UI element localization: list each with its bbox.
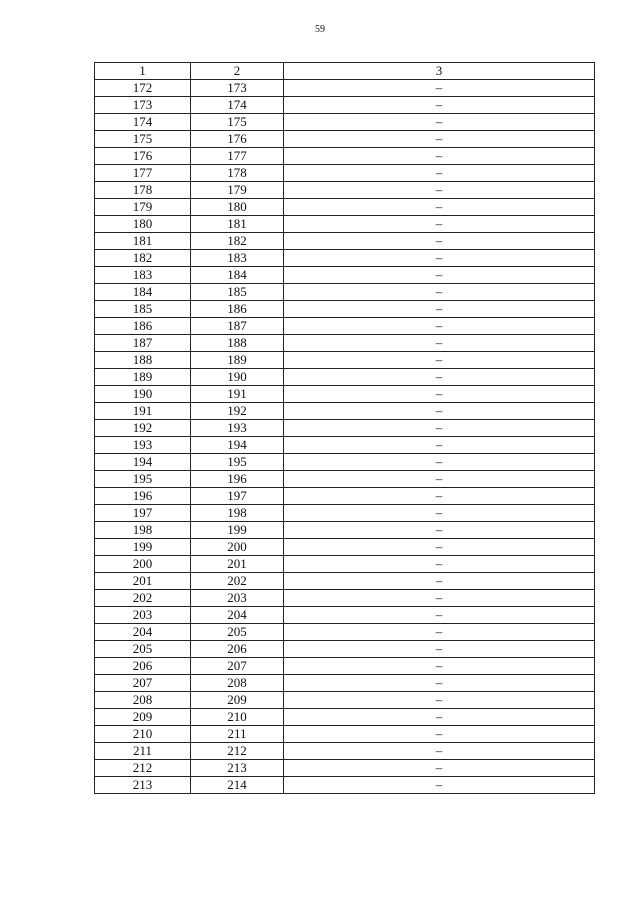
- table-cell: –: [284, 709, 595, 726]
- table-cell: 188: [191, 335, 284, 352]
- table-cell: 202: [191, 573, 284, 590]
- page-number: 59: [315, 24, 325, 35]
- table-cell: –: [284, 454, 595, 471]
- table-cell: 207: [191, 658, 284, 675]
- table-cell: 186: [191, 301, 284, 318]
- table-row: [95, 726, 595, 743]
- table-cell: 183: [191, 250, 284, 267]
- table-cell: 173: [191, 80, 284, 97]
- table-cell: 193: [191, 420, 284, 437]
- table-row: [95, 386, 595, 403]
- table-cell: 194: [191, 437, 284, 454]
- table-row: [95, 250, 595, 267]
- table-row: [95, 403, 595, 420]
- table-row: [95, 267, 595, 284]
- table-row: [95, 641, 595, 658]
- table-cell: –: [284, 522, 595, 539]
- table-row: [95, 488, 595, 505]
- table-row: [95, 182, 595, 199]
- table-cell: 178: [191, 165, 284, 182]
- table-cell: –: [284, 556, 595, 573]
- table-cell: 181: [191, 216, 284, 233]
- table-cell: 212: [95, 760, 191, 777]
- table-cell: 198: [191, 505, 284, 522]
- table-cell: –: [284, 233, 595, 250]
- table-cell: –: [284, 80, 595, 97]
- table-cell: 199: [191, 522, 284, 539]
- table-cell: 209: [191, 692, 284, 709]
- table-cell: 175: [95, 131, 191, 148]
- table-row: [95, 284, 595, 301]
- table-row: [95, 556, 595, 573]
- table-cell: –: [284, 131, 595, 148]
- table-cell: 214: [191, 777, 284, 794]
- table-cell: –: [284, 267, 595, 284]
- table-cell: 179: [95, 199, 191, 216]
- table-cell: 178: [95, 182, 191, 199]
- table-row: [95, 692, 595, 709]
- table-cell: –: [284, 97, 595, 114]
- table-row: [95, 437, 595, 454]
- table-cell: 205: [191, 624, 284, 641]
- table-cell: –: [284, 165, 595, 182]
- table-cell: 180: [191, 199, 284, 216]
- table-cell: 196: [191, 471, 284, 488]
- table-row: [95, 607, 595, 624]
- table-cell: 195: [95, 471, 191, 488]
- table-cell: 210: [191, 709, 284, 726]
- table-cell: –: [284, 216, 595, 233]
- table-row: [95, 97, 595, 114]
- table-cell: –: [284, 505, 595, 522]
- table-row: [95, 471, 595, 488]
- table-cell: 185: [95, 301, 191, 318]
- column-header: 1: [95, 63, 191, 80]
- table-cell: –: [284, 250, 595, 267]
- table-cell: 202: [95, 590, 191, 607]
- table-cell: 190: [191, 369, 284, 386]
- table-cell: –: [284, 743, 595, 760]
- table-cell: 210: [95, 726, 191, 743]
- table-cell: 206: [95, 658, 191, 675]
- table-cell: 189: [95, 369, 191, 386]
- table-cell: 206: [191, 641, 284, 658]
- table-row: [95, 216, 595, 233]
- table-cell: –: [284, 403, 595, 420]
- table-cell: –: [284, 148, 595, 165]
- table-cell: 187: [95, 335, 191, 352]
- table-row: [95, 165, 595, 182]
- table-cell: –: [284, 777, 595, 794]
- table-cell: 183: [95, 267, 191, 284]
- table-cell: 190: [95, 386, 191, 403]
- table-cell: 189: [191, 352, 284, 369]
- table-cell: 211: [95, 743, 191, 760]
- table-cell: 179: [191, 182, 284, 199]
- table-cell: –: [284, 658, 595, 675]
- table-row: [95, 148, 595, 165]
- table-cell: –: [284, 199, 595, 216]
- table-cell: 173: [95, 97, 191, 114]
- table-cell: 200: [191, 539, 284, 556]
- table-cell: 211: [191, 726, 284, 743]
- table-cell: –: [284, 488, 595, 505]
- table-row: [95, 760, 595, 777]
- table-cell: 201: [191, 556, 284, 573]
- table-cell: 195: [191, 454, 284, 471]
- table-cell: 209: [95, 709, 191, 726]
- table-cell: 194: [95, 454, 191, 471]
- table-cell: 200: [95, 556, 191, 573]
- table-cell: –: [284, 420, 595, 437]
- table-row: [95, 420, 595, 437]
- table-cell: –: [284, 726, 595, 743]
- table-cell: 186: [95, 318, 191, 335]
- table-cell: –: [284, 692, 595, 709]
- table-cell: 172: [95, 80, 191, 97]
- table-cell: 208: [95, 692, 191, 709]
- column-header: 3: [284, 63, 595, 80]
- table-cell: 204: [191, 607, 284, 624]
- table-cell: 213: [191, 760, 284, 777]
- table-body: [95, 63, 595, 794]
- table-cell: –: [284, 318, 595, 335]
- table-cell: 198: [95, 522, 191, 539]
- column-header: 2: [191, 63, 284, 80]
- table-cell: 191: [95, 403, 191, 420]
- table-row: [95, 777, 595, 794]
- table-cell: –: [284, 760, 595, 777]
- table-row: [95, 743, 595, 760]
- table-header-row: [95, 63, 595, 80]
- table-cell: 177: [191, 148, 284, 165]
- table-cell: 177: [95, 165, 191, 182]
- table-row: [95, 80, 595, 97]
- table-cell: 184: [95, 284, 191, 301]
- table-row: [95, 352, 595, 369]
- table-cell: –: [284, 590, 595, 607]
- table-row: [95, 454, 595, 471]
- table-row: [95, 590, 595, 607]
- table-row: [95, 114, 595, 131]
- table-cell: 176: [191, 131, 284, 148]
- table-cell: –: [284, 573, 595, 590]
- table-cell: 193: [95, 437, 191, 454]
- table-cell: –: [284, 624, 595, 641]
- table-row: [95, 199, 595, 216]
- table-cell: –: [284, 114, 595, 131]
- table-cell: 196: [95, 488, 191, 505]
- table-cell: 181: [95, 233, 191, 250]
- table-cell: 201: [95, 573, 191, 590]
- table-row: [95, 522, 595, 539]
- table-row: [95, 301, 595, 318]
- table-cell: 174: [95, 114, 191, 131]
- table-row: [95, 369, 595, 386]
- table-cell: 180: [95, 216, 191, 233]
- table-cell: 176: [95, 148, 191, 165]
- table-row: [95, 233, 595, 250]
- table-cell: –: [284, 641, 595, 658]
- table-cell: 187: [191, 318, 284, 335]
- table-cell: 174: [191, 97, 284, 114]
- table-cell: 184: [191, 267, 284, 284]
- table-cell: –: [284, 352, 595, 369]
- table-cell: 203: [95, 607, 191, 624]
- table-cell: –: [284, 182, 595, 199]
- table-row: [95, 505, 595, 522]
- table-cell: 197: [191, 488, 284, 505]
- table-row: [95, 709, 595, 726]
- table-row: [95, 658, 595, 675]
- table-row: [95, 335, 595, 352]
- table-cell: 197: [95, 505, 191, 522]
- table-cell: 192: [191, 403, 284, 420]
- table-cell: 185: [191, 284, 284, 301]
- table-cell: 182: [191, 233, 284, 250]
- table-cell: –: [284, 539, 595, 556]
- table-cell: 203: [191, 590, 284, 607]
- table-cell: –: [284, 369, 595, 386]
- table-cell: 204: [95, 624, 191, 641]
- table-row: [95, 539, 595, 556]
- table-cell: 191: [191, 386, 284, 403]
- table-cell: 175: [191, 114, 284, 131]
- table-cell: 192: [95, 420, 191, 437]
- table-cell: 188: [95, 352, 191, 369]
- table-cell: 205: [95, 641, 191, 658]
- table-cell: –: [284, 471, 595, 488]
- table-cell: 208: [191, 675, 284, 692]
- data-table: [94, 62, 595, 794]
- table-cell: –: [284, 437, 595, 454]
- table-cell: 212: [191, 743, 284, 760]
- table-row: [95, 675, 595, 692]
- table-row: [95, 624, 595, 641]
- table-row: [95, 573, 595, 590]
- table-cell: 182: [95, 250, 191, 267]
- table-row: [95, 318, 595, 335]
- table-cell: –: [284, 301, 595, 318]
- table-cell: –: [284, 607, 595, 624]
- table-cell: –: [284, 386, 595, 403]
- table-row: [95, 131, 595, 148]
- table-cell: 207: [95, 675, 191, 692]
- table-cell: –: [284, 675, 595, 692]
- table-cell: 213: [95, 777, 191, 794]
- table-cell: –: [284, 335, 595, 352]
- table-cell: –: [284, 284, 595, 301]
- table-cell: 199: [95, 539, 191, 556]
